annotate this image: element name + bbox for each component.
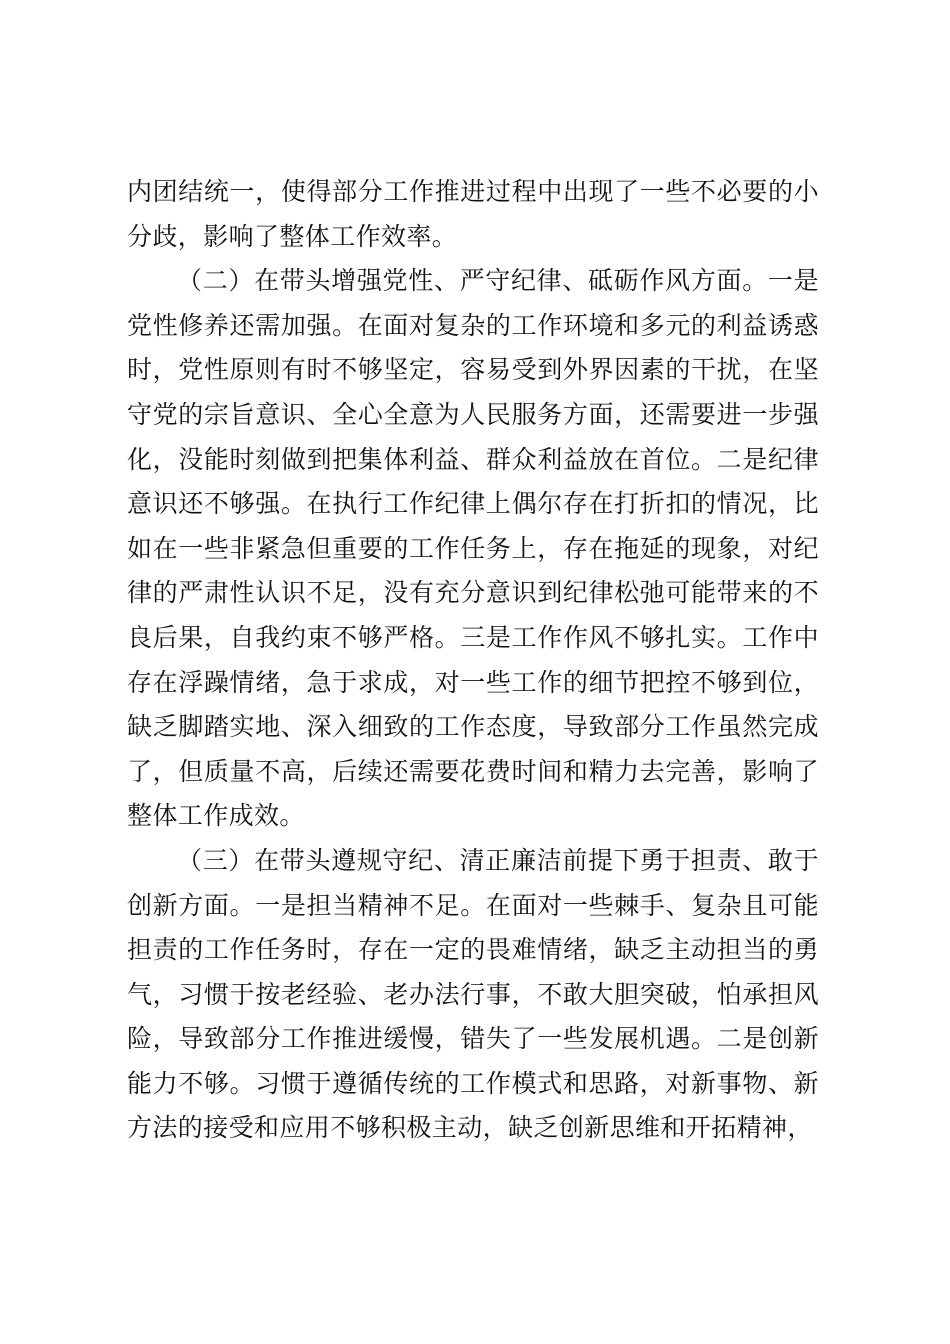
paragraph-section-2: （二）在带头增强党性、严守纪律、砥砺作风方面。一是党性修养还需加强。在面对复杂的工作环境和多元的利益诱惑时，党性原则有时不够坚定，容易受到外界因素的干扰，在坚守党的宗旨意识、全心全意为人民服务方面，还需要进一步强化，没能时刻做到把集体利益、群众利益放在首位。二是纪律意识还不够强。在执行工作纪律上偶尔存在打折扣的情况，比如在一些非紧急但重要的工作任务上，存在拖延的现象，对纪律的严肃性认识不足，没有充分意识到纪律松弛可能带来的不良后果，自我约束不够严格。三是工作作风不够扎实。工作中存在浮躁情绪，急于求成，对一些工作的细节把控不够到位，缺乏脚踏实地、深入细致的工作态度，导致部分工作虽然完成了，但质量不高，后续还需要花费时间和精力去完善，影响了整体工作成效。: [127, 266, 819, 831]
paragraph-continuation: 内团结统一，使得部分工作推进过程中出现了一些不必要的小分歧，影响了整体工作效率。: [127, 177, 819, 251]
paragraph-section-3: （三）在带头遵规守纪、清正廉洁前提下勇于担责、敢于创新方面。一是担当精神不足。在面对一些棘手、复杂且可能担责的工作任务时，存在一定的畏难情绪，缺乏主动担当的勇气，习惯于按老经验、老办法行事，不敢大胆突破，怕承担风险，导致部分工作推进缓慢，错失了一些发展机遇。二是创新能力不够。习惯于遵循传统的工作模式和思路，对新事物、新方法的接受和应用不够积极主动，缺乏创新思维和开拓精神，: [127, 845, 819, 1143]
document-body: [127, 170, 819, 1151]
